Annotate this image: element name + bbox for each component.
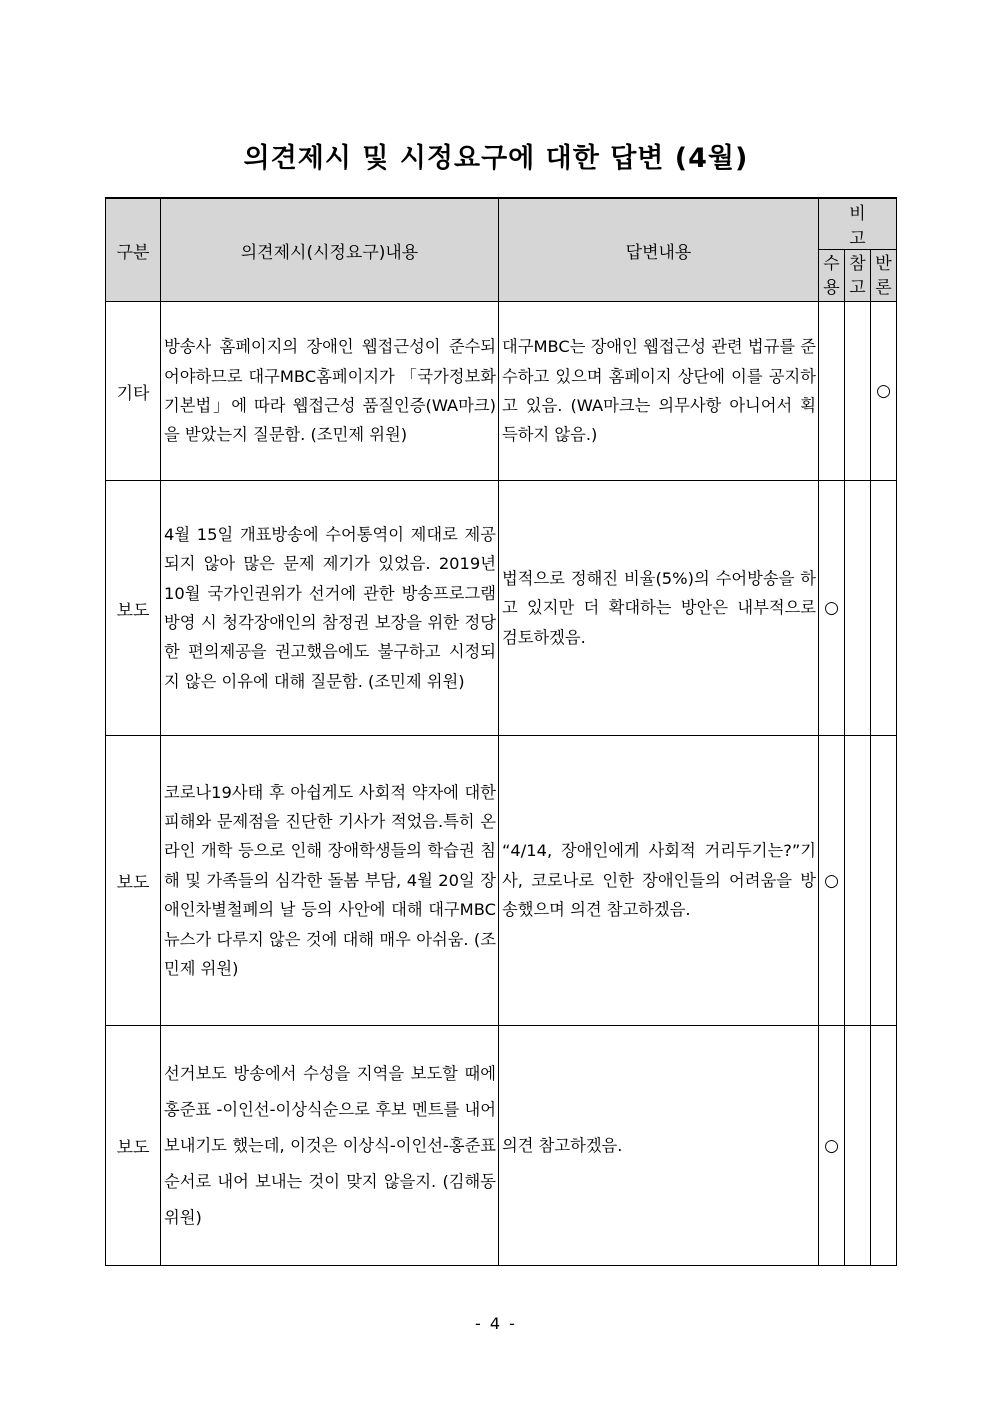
row-answer: “4/14, 장애인에게 사회적 거리두기는?”기사, 코로나로 인한 장애인들의 어려움을 방송했으며 의견 참고하겠음. <box>499 736 819 1026</box>
row-reject-mark <box>871 1026 897 1266</box>
row-category: 보도 <box>106 481 161 736</box>
row-category: 보도 <box>106 1026 161 1266</box>
row-reference-mark <box>845 481 871 736</box>
header-accept: 수용 <box>819 250 845 302</box>
row-reference-mark <box>845 736 871 1026</box>
row-answer: 대구MBC는 장애인 웹접근성 관련 법규를 준수하고 있으며 홈페이지 상단에 이를 공지하고 있음. (WA마크는 의무사항 아니어서 획득하지 않음.) <box>499 302 819 481</box>
table-row <box>106 481 897 736</box>
row-reject-mark: ○ <box>871 302 897 481</box>
page-title: 의견제시 및 시정요구에 대한 답변 (4월) <box>243 143 749 174</box>
row-content: 선거보도 방송에서 수성을 지역을 보도할 때에 홍준표 -이인선-이상식순으로 후보 멘트를 내어 보내기도 했는데, 이것은 이상식-이인선-홍준표 순서로 내어 보내는 것이 맞지 않을지. (김해동 위원) <box>161 1026 499 1266</box>
header-content: 의견제시(시정요구)내용 <box>161 198 499 302</box>
row-category: 기타 <box>106 302 161 481</box>
row-accept-mark: ○ <box>819 736 845 1026</box>
table-row <box>106 302 897 481</box>
header-category: 구분 <box>106 198 161 302</box>
row-answer: 의견 참고하겠음. <box>499 1026 819 1266</box>
row-accept-mark: ○ <box>819 1026 845 1266</box>
opinion-response-table <box>105 197 897 1266</box>
header-reject: 반론 <box>871 250 897 302</box>
row-reference-mark <box>845 302 871 481</box>
row-accept-mark: ○ <box>819 481 845 736</box>
header-remarks: 비 고 <box>819 198 897 250</box>
row-reference-mark <box>845 1026 871 1266</box>
row-reject-mark <box>871 736 897 1026</box>
row-category: 보도 <box>106 736 161 1026</box>
header-answer: 답변내용 <box>499 198 819 302</box>
row-accept-mark <box>819 302 845 481</box>
table-row <box>106 1026 897 1266</box>
row-content: 방송사 홈페이지의 장애인 웹접근성이 준수되어야하므로 대구MBC홈페이지가 「국가정보화기본법」에 따라 웹접근성 품질인증(WA마크)을 받았는지 질문함. (조민제 위원) <box>161 302 499 481</box>
table-row <box>106 736 897 1026</box>
page-number: - 4 - <box>475 1314 517 1333</box>
row-content: 코로나19사태 후 아쉽게도 사회적 약자에 대한 피해와 문제점을 진단한 기사가 적었음.특히 온라인 개학 등으로 인해 장애학생들의 학습권 침해 및 가족들의 심각한 돌봄 부담, 4월 20일 장애인차별철폐의 날 등의 사안에 대해 대구MBC뉴스가 다루지 않은 것에 대해 매우 아쉬움. (조민제 위원) <box>161 736 499 1026</box>
row-reject-mark <box>871 481 897 736</box>
row-content: 4월 15일 개표방송에 수어통역이 제대로 제공되지 않아 많은 문제 제기가 있었음. 2019년 10월 국가인권위가 선거에 관한 방송프로그램 방영 시 청각장애인의 참정권 보장을 위한 정당한 편의제공을 권고했음에도 불구하고 시정되지 않은 이유에 대해 질문함. (조민제 위원) <box>161 481 499 736</box>
header-reference: 참고 <box>845 250 871 302</box>
row-answer: 법적으로 정해진 비율(5%)의 수어방송을 하고 있지만 더 확대하는 방안은 내부적으로 검토하겠음. <box>499 481 819 736</box>
